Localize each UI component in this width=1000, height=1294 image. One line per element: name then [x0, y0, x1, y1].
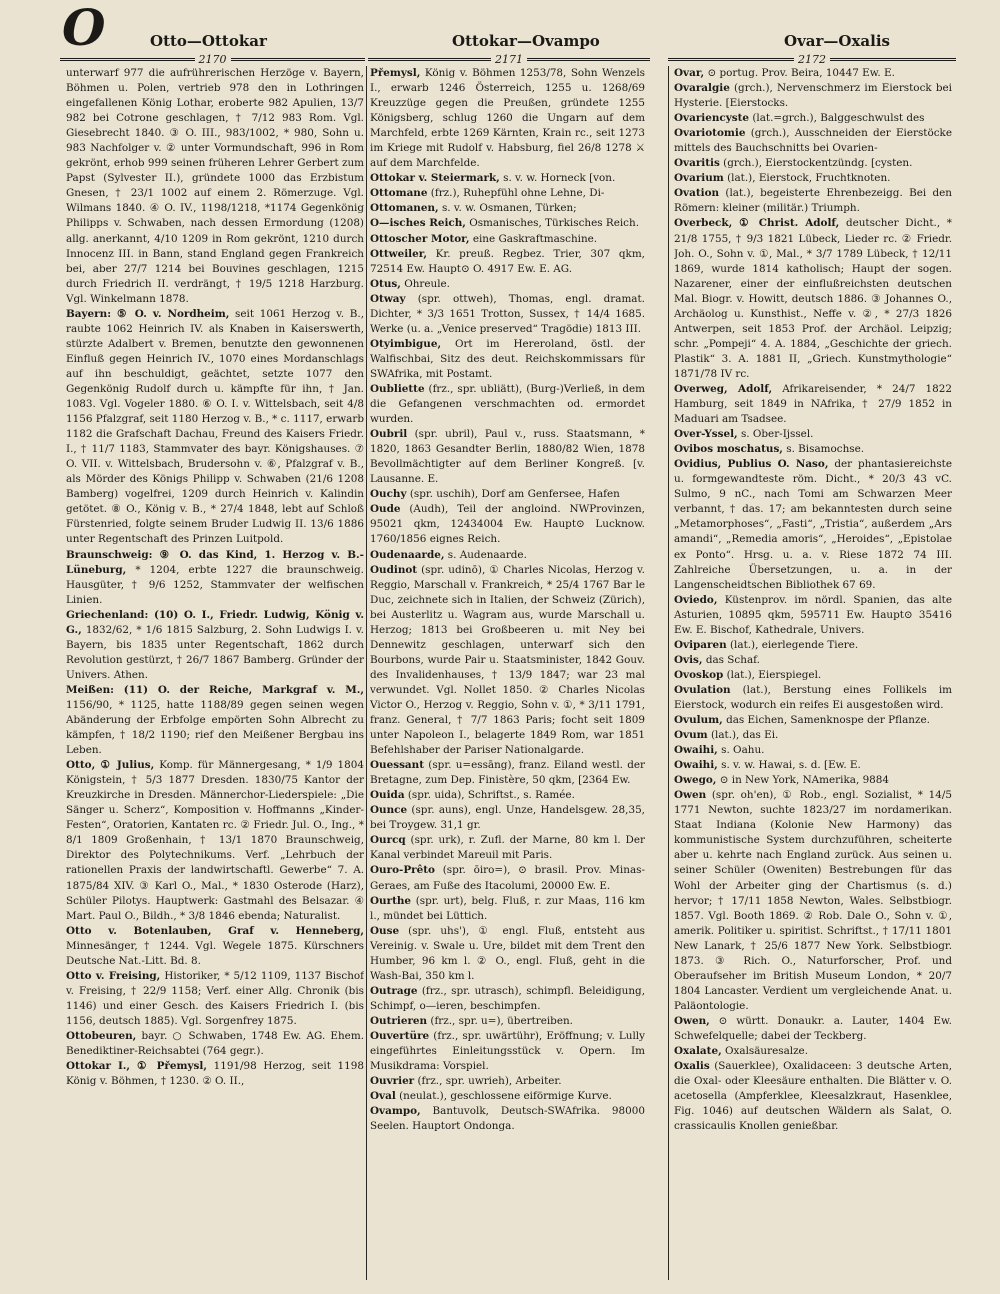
entry-headword: Oudinot — [370, 563, 418, 576]
column-divider — [668, 66, 669, 1280]
dictionary-entry — [674, 186, 952, 216]
entry-headword: Bayern: ⑤ O. v. Nordheim, — [66, 307, 230, 320]
entry-text: (Audh), Teil der angloind. NWProvinzen, 95021 qkm, 12434004 Ew. Haupt⊙ Lucknow. 1760/1856 eignes Reich. — [370, 503, 645, 546]
entry-headword: Ottomanen, — [370, 202, 439, 215]
entry-text: (spr. udinō), ① Charles Nicolas, Herzog v. Reggio, Marschall v. Frankreich, * 25/4 1767 Bar le Duc, zeichnete sich in Italien, der Schweiz (Zürich), bei Austerlitz u. Wagram aus, wurde Marschall u. Herzog; 1813 bei Großbeeren u. mit Ney bei Dennewitz geschlagen, unterwarf sich den Bourbons, wurde Pair u. Staatsminister, 1842 Gouv. des Invalidenhauses, † 13/9 1847; war 23 mal verwundet. Vgl. Nollet 1850. ② Charles Nicolas Victor O., Herzog v. Reggio, Sohn v. ①, * 3/11 1791, franz. General, † 7/7 1863 Paris; focht seit 1809 unter Napoleon I., belagerte 1849 Rom, war 1851 Befehlshaber der Pariser Nationalgarde. — [370, 563, 645, 757]
dictionary-entry — [66, 608, 364, 683]
dictionary-entry — [370, 247, 645, 277]
entry-headword: Owego, — [674, 774, 717, 787]
dictionary-entry — [370, 833, 645, 863]
dictionary-entry — [674, 638, 952, 653]
entry-text: (lat.=grch.), Balggeschwulst des — [752, 112, 925, 125]
entry-text: Ohreule. — [404, 277, 450, 290]
dictionary-entry — [370, 502, 645, 547]
dictionary-entry — [674, 758, 952, 773]
dictionary-entry — [674, 773, 952, 788]
entry-headword: Ouro-Prêto — [370, 864, 435, 877]
dictionary-entry — [370, 292, 645, 337]
text-column-left — [66, 66, 364, 1280]
dictionary-entry — [370, 1029, 645, 1074]
entry-headword: Owaihi, — [674, 759, 718, 772]
entry-text: unterwarf 977 die aufrührerischen Herzöge v. Bayern, Böhmen u. Polen, vertrieb 978 den in Lothringen eingefallenen König Lothar, eroberte 982 Apulien, 13/7 982 bei Cotrone geschlagen, † 7/12 983 Rom. Vgl. Giesebrecht 1840. ③ O. III., 983/1002, * 980, Sohn u. 983 Nachfolger v. ② unter Vormundschaft, 996 in Rom gekrönt, erhob 999 seinen früheren Lehrer Gerbert zum Papst (Sylvester II.), gründete 1000 das Erzbistum Gnesen, † 23/1 1002 auf einem 2. Römerzuge. Vgl. Wilmans 1840. ④ O. IV., 1198/1218, *1174 Gegenkönig Philipps v. Schwaben, nach dessen Ermordung (1208) allg. anerkannt, 4/10 1209 in Rom gekrönt, 1210 durch Innocenz III. in Bann, stand England gegen Frankreich bei, aber 27/7 1214 bei Bouvines geschlagen, 1215 durch Friedrich II. verdrängt, † 19/5 1218 Harzburg. Vgl. Winkelmann 1878. — [66, 67, 364, 305]
dictionary-entry — [66, 1029, 364, 1059]
entry-headword: Oubliette — [370, 382, 425, 395]
entry-text: seit 1061 Herzog v. B., raubte 1062 Heinrich IV. als Knaben in Kaiserswerth, stürzte Adalbert v. Bremen, benutzte den gewonnenen Einfluß gegen Heinrich IV., 1070 eines Mordanschlags auf ihn beschuldigt, geächtet, setzte 1077 den Gegenkönig Rudolf durch u. kämpfte für ihn, † Jan. 1083. Vgl. Vogeler 1880. ⑥ O. I. v. Wittelsbach, seit 4/8 1156 Pfalzgraf, seit 1180 Herzog v. B., * c. 1117, erwarb 1182 die Grafschaft Dachau, Freund des Kaisers Friedr. I., † 11/7 1183, Stammvater des bayr. Königshauses. ⑦ O. VII. v. Wittelsbach, Brudersohn v. ⑥, Pfalzgraf v. B., als Mörder des Königs Philipp v. Schwaben (21/6 1208 Bamberg) vogelfrei, 1209 durch Heinrich v. Kalindin getötet. ⑧ O., König v. B., * 27/4 1848, lebt auf Schloß Fürstenried, folgte seinem Bruder Ludwig II. 13/6 1886 unter Regentschaft des Prinzen Luitpold. — [66, 307, 364, 546]
entry-headword: Overweg, Adolf, — [674, 382, 773, 395]
dictionary-entry — [370, 186, 645, 201]
entry-headword: Oviedo, — [674, 593, 718, 606]
dictionary-entry — [674, 66, 952, 81]
entry-text: (spr. uida), Schriftst., s. Ramée. — [407, 789, 575, 802]
dictionary-entry — [674, 126, 952, 156]
entry-text: (frz., spr. uwärtühr), Eröffnung; v. Lully eingeführtes Einleitungsstück v. Opern. Im Musikdrama: Vorspiel. — [370, 1030, 645, 1073]
entry-headword: Ovariencyste — [674, 112, 750, 125]
entry-text: Bantuvolk, Deutsch-SWAfrika. 98000 Seelen. Hauptort Ondonga. — [370, 1105, 645, 1133]
entry-headword: Griechenland: (10) O. I., Friedr. Ludwig, König v. G., — [66, 608, 364, 636]
dictionary-entry — [674, 382, 952, 427]
entry-text: ⊙ württ. Donaukr. a. Lauter, 1404 Ew. Schwefelquelle; dabei der Teckberg. — [674, 1014, 952, 1042]
entry-text: Historiker, * 5/12 1109, 1137 Bischof v. Freising, † 22/9 1158; Verf. einer Allg. Chronik (bis 1146) und einer Gesch. des Kaisers Friedrich I. (bis 1156, deutsch 1885). Vgl. Sorgenfrey 1875. — [66, 969, 364, 1027]
dictionary-entry — [370, 788, 645, 803]
entry-headword: Ovaralgie — [674, 82, 730, 95]
entry-headword: Ovulum, — [674, 714, 723, 727]
entry-headword: Ourcq — [370, 834, 406, 847]
dictionary-entry — [674, 1014, 952, 1044]
dictionary-entry — [66, 969, 364, 1029]
entry-headword: Otto v. Freising, — [66, 969, 161, 982]
entry-headword: Ottweiler, — [370, 247, 428, 260]
entry-text: König v. Böhmen 1253/78, Sohn Wenzels I., erwarb 1246 Österreich, 1255 u. 1268/69 Kreuzzüge gegen die Preußen, gründete 1255 Königsberg, schlug 1260 die Ungarn auf dem Marchfeld, erbte 1269 Kärnten, Krain rc., seit 1273 im Kriege mit Rudolf v. Habsburg, fiel 26/8 1278 ⚔ auf dem Marchfelde. — [370, 67, 645, 170]
entry-headword: Oval — [370, 1090, 396, 1103]
entry-headword: Owen — [674, 789, 707, 802]
entry-text: (spr. urk), r. Zufl. der Marne, 80 km l. Der Kanal verbindet Mareuil mit Paris. — [370, 834, 645, 862]
entry-headword: Owen, — [674, 1014, 710, 1027]
entry-headword: Ouchy — [370, 488, 407, 501]
entry-text: (spr. uschih), Dorf am Genfersee, Hafen — [409, 488, 620, 501]
dictionary-entry — [674, 788, 952, 1014]
entry-text: (grch.), Nervenschmerz im Eierstock bei Hysterie. [Eierstocks. — [674, 82, 952, 110]
dictionary-entry — [674, 156, 952, 171]
entry-text: Osmanisches, Türkisches Reich. — [469, 217, 639, 230]
entry-text: (Sauerklee), Oxalidaceen: 3 deutsche Arten, die Oxal- oder Kleesäure enthalten. Die Blätter v. O. acetosella (Ampferklee, Kleesalzkraut, Hasenklee, Fig. 1046) auf deutschen Wäldern als Salat, O. crassicaulis Knollen genießbar. — [674, 1060, 952, 1133]
dictionary-entry — [370, 337, 645, 382]
entry-text: (spr. ōiro=), ⊙ brasil. Prov. Minas-Geraes, am Fuße des Itacolumi, 20000 Ew. E. — [370, 864, 645, 892]
entry-text: s. v. w. Hawai, s. d. [Ew. E. — [721, 759, 861, 772]
entry-headword: O—isches Reich, — [370, 217, 466, 230]
entry-text: s. Oahu. — [721, 744, 765, 757]
entry-text: (neulat.), geschlossene eiförmige Kurve. — [399, 1090, 612, 1103]
entry-text: Oxalsäuresalze. — [725, 1045, 809, 1058]
page-number-rule-center — [368, 52, 650, 66]
dictionary-entry — [674, 457, 952, 592]
entry-headword: Ovulation — [674, 683, 731, 696]
entry-text: (spr. oh'en), ① Rob., engl. Sozialist, * 14/5 1771 Newton, suchte 1823/27 im nordamerikan. Staat Indiana (Kolonie New Harmony) das kommunistische System durchzuführen, scheiterte aber u. kehrte nach England zurück. Aus seinen u. seiner Schüler (Oweniten) Bestrebungen für das Wohl der Arbeiter ging der Chartismus (s. d.) hervor; † 17/11 1858 Newton, Wales. Selbstbiogr. 1857. Vgl. Booth 1869. ② Rob. Dale O., Sohn v. ①, amerik. Politiker u. spiritist. Schriftst., † 17/11 1801 New Lanark, † 25/6 1877 New York. Selbstbiogr. 1873. ③ Rich. O., Naturforscher, Prof. und Oberaufseher im British Museum London, * 20/7 1804 Lancaster. Verdient um vergleichende Anat. u. Paläontologie. — [674, 789, 952, 1012]
entry-text: Kr. preuß. Regbez. Trier, 307 qkm, 72514 Ew. Haupt⊙ O. 4917 Ew. E. AG. — [370, 247, 645, 275]
page-number-rule-right — [668, 52, 956, 66]
entry-text: das Schaf. — [705, 653, 760, 666]
dictionary-entry — [66, 924, 364, 969]
dictionary-entry — [370, 863, 645, 893]
dictionary-entry — [370, 232, 645, 247]
entry-text: (frz., spr. ubliätt), (Burg-)Verließ, in dem die Gefangenen verschmachten od. ermordet wurden. — [370, 382, 645, 426]
entry-text: (grch.), Ausschneiden der Eierstöcke mittels des Bauchschnitts bei Ovarien- — [674, 127, 952, 155]
entry-text: * 1204, erbte 1227 die braunschweig. Hausgüter, † 9/6 1252, Stammvater der welfischen Linien. — [66, 563, 364, 606]
entry-text: (spr. u=essāng), franz. Eiland westl. der Bretagne, zum Dep. Finistère, 50 qkm, [2364 Ew. — [370, 759, 645, 787]
dictionary-entry — [674, 593, 952, 638]
entry-text: (lat.), Eierspiegel. — [726, 668, 822, 681]
entry-headword: Ovibos moschatus, — [674, 443, 783, 456]
dictionary-entry — [66, 548, 364, 608]
entry-headword: Ouvertüre — [370, 1030, 430, 1042]
entry-text: das Eichen, Samenknospe der Pflanze. — [726, 714, 930, 727]
dictionary-entry — [66, 683, 364, 758]
text-column-right — [674, 66, 952, 1280]
dictionary-entry — [370, 216, 645, 231]
dictionary-entry — [370, 1074, 645, 1089]
dictionary-entry — [370, 487, 645, 502]
entry-headword: Ovariotomie — [674, 127, 746, 140]
dictionary-entry — [370, 984, 645, 1014]
running-header-right: Ovar—Oxalis — [784, 32, 890, 50]
entry-text: (frz.), Ruhepfühl ohne Lehne, Di- — [430, 187, 605, 200]
entry-headword: Ovar, — [674, 67, 705, 79]
entry-headword: Ottokar I., ① Přemysl, — [66, 1060, 207, 1073]
entry-headword: Ovampo, — [370, 1105, 421, 1118]
entry-headword: Otus, — [370, 277, 401, 290]
entry-headword: Oude — [370, 503, 401, 516]
dictionary-entry — [370, 1089, 645, 1104]
entry-text: (frz., spr. utrasch), schimpfl. Beleidigung, Schimpf, o—ieren, beschimpfen. — [370, 984, 645, 1012]
entry-text: der phantasiereichste u. formgewandteste röm. Dicht., * 20/3 43 vC. Sulmo, 9 nC., nach Tomi am Schwarzen Meer verbannt, † das. 17; am bekanntesten durch seine „Metamorphoses“, „Fasti“, „Tristia“, außerdem „Ars amandi“, „Remedia amoris“, „Heroides“, „Epistolae ex Ponto“. Hrsg. u. a. v. Riese 1872 74 III. Zahlreiche Übersetzungen, u. a. in der Langenscheidtschen Bibliothek 67 69. — [674, 458, 952, 591]
dictionary-entry — [674, 171, 952, 186]
dictionary-entry — [674, 713, 952, 728]
dictionary-entry — [674, 683, 952, 713]
entry-text: (grch.), Eierstockentzündg. [cysten. — [723, 157, 913, 170]
section-letter: O — [62, 0, 106, 57]
dictionary-entry — [66, 758, 364, 924]
dictionary-entry — [370, 382, 645, 427]
entry-headword: Oviparen — [674, 638, 727, 651]
entry-headword: Oubril — [370, 428, 408, 441]
dictionary-entry — [370, 427, 645, 487]
entry-headword: Ovoskop — [674, 668, 724, 681]
dictionary-entry — [674, 216, 952, 382]
entry-text: Minnesänger, † 1244. Vgl. Wegele 1875. Kürschners Deutsche Nat.-Litt. Bd. 8. — [66, 939, 364, 967]
dictionary-entry — [674, 1044, 952, 1059]
dictionary-entry — [66, 307, 364, 548]
entry-text: (spr. ubril), Paul v., russ. Staatsmann, * 1820, 1863 Gesandter Berlin, 1880/82 Wien, 1878 Bevollmächtigter auf dem Berliner Kongreß. [v. Lausanne. E. — [370, 428, 645, 486]
entry-text: eine Gaskraftmaschine. — [472, 232, 598, 245]
entry-text: (frz., spr. uwrieh), Arbeiter. — [417, 1075, 562, 1088]
dictionary-entry — [370, 1104, 645, 1134]
text-column-center — [370, 66, 645, 1280]
dictionary-entry — [370, 924, 645, 984]
entry-headword: Oudenaarde, — [370, 548, 445, 561]
dictionary-entry — [370, 1014, 645, 1029]
entry-text: Küstenprov. im nördl. Spanien, das alte Asturien, 10895 qkm, 595711 Ew. Haupt⊙ 35416 Ew. E. Bischof, Kathedrale, Univers. — [674, 593, 952, 636]
entry-headword: Ovaritis — [674, 157, 720, 170]
dictionary-entry — [370, 201, 645, 216]
entry-headword: Ottokar v. Steiermark, — [370, 172, 500, 185]
entry-text: (spr. ottweh), Thomas, engl. dramat. Dichter, * 3/3 1651 Trotton, Sussex, † 14/4 1685. Werke (u. a. „Venice preserved“ Tragödie) 1813 III. — [370, 292, 645, 335]
dictionary-entry — [370, 171, 645, 186]
entry-headword: Ottobeuren, — [66, 1030, 137, 1042]
entry-headword: Ovation — [674, 187, 720, 200]
entry-headword: Oxalate, — [674, 1045, 722, 1058]
entry-text: 1832/62, * 1/6 1815 Salzburg, 2. Sohn Ludwigs I. v. Bayern, bis 1835 unter Regentschaft, 1862 durch Revolution gestürzt, † 26/7 1867 Bamberg. Gründer der Univers. Athen. — [66, 623, 364, 681]
entry-text: s. Ober-Ijssel. — [740, 428, 814, 441]
entry-headword: Meißen: (11) O. der Reiche, Markgraf v. M., — [66, 683, 364, 696]
entry-text: s. Bisamochse. — [786, 443, 865, 456]
page-number-rule-left — [60, 52, 365, 66]
dictionary-entry — [674, 1059, 952, 1134]
running-header-left: Otto—Ottokar — [150, 32, 267, 50]
entry-text: ⊙ portug. Prov. Beira, 10447 Ew. E. — [707, 67, 895, 79]
dictionary-entry — [370, 758, 645, 788]
entry-text: Afrikareisender, * 24/7 1822 Hamburg, seit 1849 in NAfrika, † 27/9 1852 in Maduari am Tsadsee. — [674, 382, 952, 426]
entry-headword: Outrieren — [370, 1014, 428, 1027]
dictionary-entry — [674, 728, 952, 743]
entry-text: (lat.), begeisterte Ehrenbezeigg. Bei den Römern: kleiner (militär.) Triumph. — [674, 187, 952, 215]
entry-headword: Ourthe — [370, 894, 412, 907]
entry-headword: Over-Yssel, — [674, 428, 738, 441]
dictionary-entry — [674, 442, 952, 457]
dictionary-entry — [370, 66, 645, 171]
entry-headword: Ovum — [674, 729, 708, 742]
entry-headword: Ounce — [370, 804, 408, 817]
entry-headword: Přemysl, — [370, 67, 421, 79]
dictionary-entry — [674, 668, 952, 683]
entry-text: 1156/90, * 1125, hatte 1188/89 gegen seinen wegen Abänderung der Erbfolge empörten Sohn Albrecht zu kämpfen, † 18/2 1190; rief den Meißener Bergbau ins Leben. — [66, 698, 364, 757]
dictionary-entry — [370, 548, 645, 563]
page-number-right: 2172 — [798, 52, 826, 66]
entry-headword: Ottomane — [370, 187, 428, 200]
entry-headword: Ouvrier — [370, 1075, 415, 1088]
page-number-left: 2170 — [198, 52, 227, 66]
dictionary-entry — [370, 894, 645, 924]
entry-headword: Owaihi, — [674, 744, 718, 757]
dictionary-entry — [674, 743, 952, 758]
entry-headword: Otyimbigue, — [370, 337, 442, 350]
entry-text: (frz., spr. u=), übertreiben. — [430, 1014, 573, 1027]
dictionary-entry — [674, 427, 952, 442]
entry-headword: Oxalis — [674, 1060, 710, 1073]
dictionary-entry — [370, 277, 645, 292]
entry-text: ⊙ in New York, NAmerika, 9884 — [719, 774, 890, 787]
column-divider — [366, 66, 367, 1280]
entry-text: (lat.), Berstung eines Follikels im Eierstock, wodurch ein reifes Ei ausgestoßen wird. — [674, 683, 952, 711]
entry-headword: Otto v. Botenlauben, Graf v. Henneberg, — [66, 924, 364, 937]
entry-text: (lat.), das Ei. — [710, 729, 779, 742]
entry-headword: Ovarium — [674, 172, 724, 185]
entry-headword: Ouessant — [370, 759, 425, 772]
entry-headword: Ouse — [370, 924, 400, 937]
entry-text: bayr. ○ Schwaben, 1748 Ew. AG. Ehem. Benediktiner-Reichsabtei (764 gegr.). — [66, 1030, 364, 1058]
entry-text: (spr. urt), belg. Fluß, r. zur Maas, 116 km l., mündet bei Lüttich. — [370, 894, 645, 922]
dictionary-entry — [66, 66, 364, 307]
entry-headword: Braunschweig: ⑨ O. das Kind, 1. Herzog v. B.-Lüneburg, — [66, 548, 364, 576]
entry-headword: Outrage — [370, 984, 418, 997]
entry-headword: Ovis, — [674, 653, 703, 666]
dictionary-entry — [66, 1059, 364, 1089]
entry-headword: Otway — [370, 292, 406, 305]
dictionary-entry — [370, 803, 645, 833]
entry-text: deutscher Dicht., * 21/8 1755, † 9/3 1821 Lübeck, Lieder rc. ② Friedr. Joh. O., Sohn v. ①, Mal., * 3/7 1789 Lübeck, † 12/11 1869, wurde 1814 katholisch; Haupt der sogen. Nazarener, einer der einflußreichsten deutschen Mal. Biogr. v. Howitt, deutsch 1886. ③ Johannes O., Archäolog u. Kunsthist., Neffe v. ②, * 27/3 1826 Antwerpen, seit 1853 Prof. der Archäol. Leipzig; schr. „Pompeji“ 4. A. 1884, „Geschichte der griech. Plastik“ 3. A. 1881 II, „Griech. Kunstmythologie“ 1871/78 IV rc. — [674, 217, 952, 380]
dictionary-entry — [674, 111, 952, 126]
entry-headword: Ottoscher Motor, — [370, 232, 470, 245]
entry-text: s. v. w. Horneck [von. — [503, 172, 616, 185]
dictionary-entry — [674, 81, 952, 111]
dictionary-entry — [674, 653, 952, 668]
entry-text: Ort im Hereroland, östl. der Walfischbai, Sitz des deut. Reichskommissars für SWAfrika, mit Postamt. — [370, 337, 645, 380]
entry-headword: Otto, ① Julius, — [66, 759, 155, 772]
entry-text: (spr. auns), engl. Unze, Handelsgew. 28,35, bei Troygew. 31,1 gr. — [370, 804, 645, 832]
dictionary-entry — [370, 563, 645, 759]
entry-text: (spr. uhs'), ① engl. Fluß, entsteht aus Vereinig. v. Swale u. Ure, bildet mit dem Trent den Humber, 96 km l. ② O., engl. Fluß, geht in die Wash-Bai, 350 km l. — [370, 924, 645, 982]
entry-headword: Ovidius, Publius O. Naso, — [674, 458, 829, 471]
entry-text: (lat.), eierlegende Tiere. — [730, 638, 859, 651]
entry-text: (lat.), Eierstock, Fruchtknoten. — [727, 172, 891, 185]
entry-headword: Overbeck, ① Christ. Adolf, — [674, 217, 840, 230]
entry-text: Komp. für Männergesang, * 1/9 1804 Königstein, † 5/3 1877 Dresden. 1830/75 Kantor der Kreuzkirche in Dresden. Männerchor-Liederspiele: „Die Sänger u. Scherz“, Komposition v. Hoffmanns „Kinder-Festen“, Oratorien, Kantaten rc. ② Friedr. Jul. O., Ing., * 8/1 1809 Großenhain, † 13/1 1870 Braunschweig, Direktor des Polytechnikums. Verf. „Lehrbuch der rationellen Praxis der landwirtschaftl. Gewerbe“ 7. A. 1875/84 XIV. ③ Karl O., Mal., * 1830 Osterode (Harz), Schüler Pilotys. Hauptwerk: Gastmahl des Belsazar. ④ Mart. Paul O., Bildh., * 3/8 1846 ebenda; Naturalist. — [66, 759, 364, 922]
entry-text: s. v. w. Osmanen, Türken; — [441, 202, 577, 215]
running-header-center: Ottokar—Ovampo — [452, 32, 600, 50]
entry-text: 1191/98 Herzog, seit 1198 König v. Böhmen, † 1230. ② O. II., — [66, 1060, 364, 1088]
entry-headword: Ouida — [370, 789, 405, 802]
page-number-center: 2171 — [495, 52, 523, 66]
entry-text: s. Audenaarde. — [447, 548, 527, 561]
